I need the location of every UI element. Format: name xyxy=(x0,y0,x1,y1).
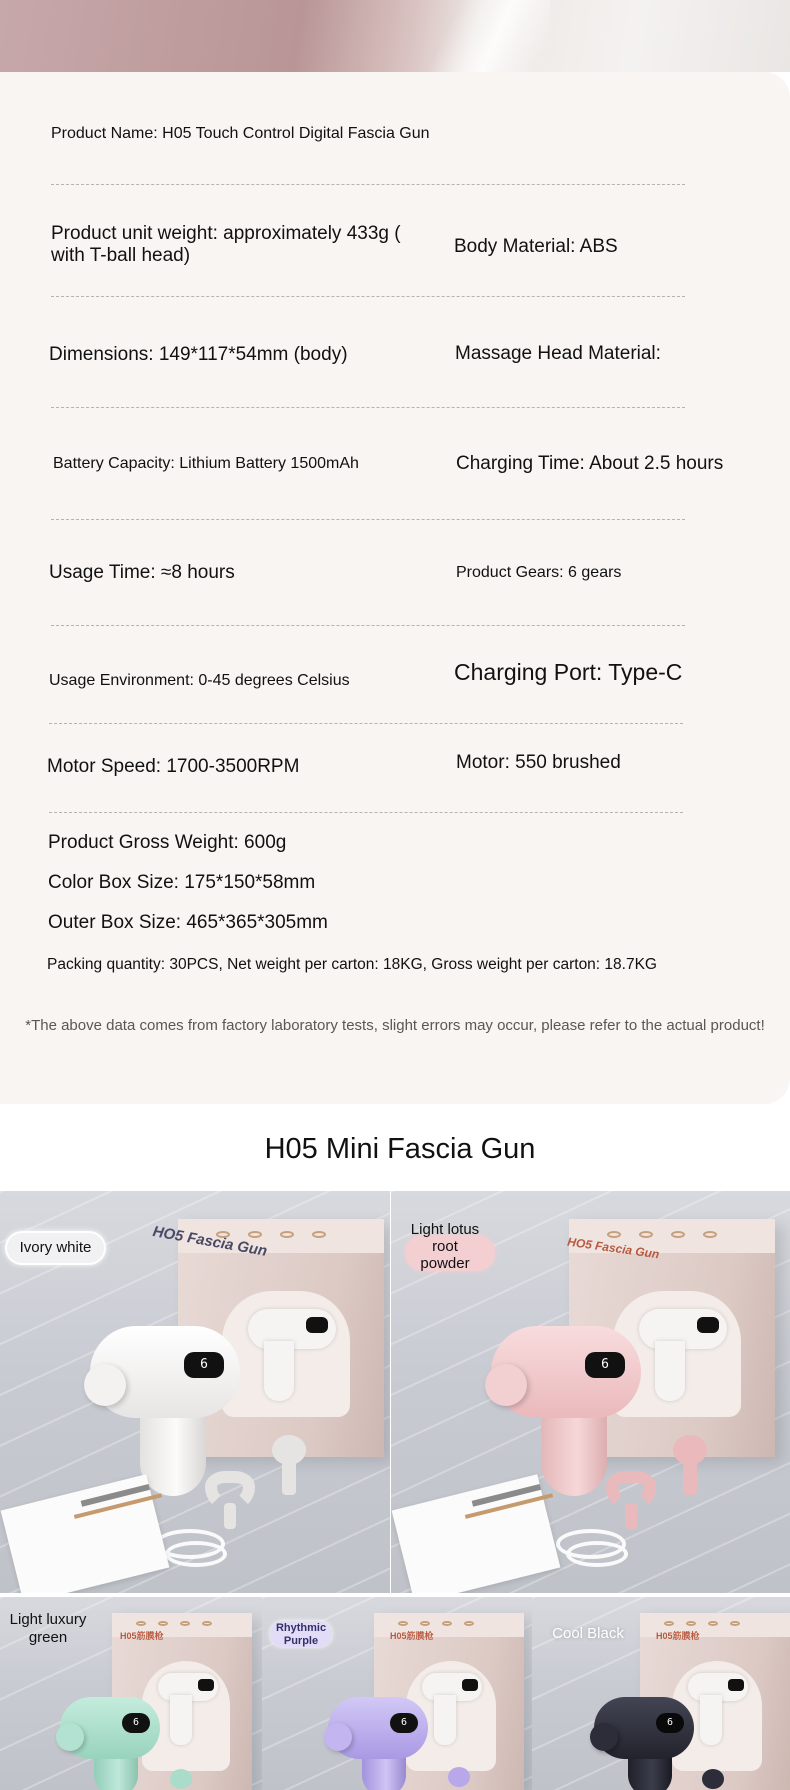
product-photo-rhythmic-purple xyxy=(262,1597,532,1790)
color-label-line: Light lotus xyxy=(410,1221,480,1238)
spec-outer-box-size: Outer Box Size: 465*365*305mm xyxy=(48,912,328,933)
fascia-gun xyxy=(594,1697,694,1790)
divider xyxy=(51,296,685,297)
box-brand-text: H05筋膜枪 xyxy=(120,1631,164,1641)
spec-motor-speed: Motor Speed: 1700-3500RPM xyxy=(47,756,300,777)
spec-unit-weight-line1: Product unit weight: approximately 433g ( xyxy=(51,223,401,244)
spec-motor: Motor: 550 brushed xyxy=(456,752,621,773)
color-label-line: Rhythmic xyxy=(275,1622,327,1634)
ball-head-attachment xyxy=(170,1769,192,1789)
hero-image-strip xyxy=(0,0,790,72)
divider xyxy=(49,812,683,813)
color-label-rhythmic-purple xyxy=(270,1622,332,1648)
spec-battery-capacity: Battery Capacity: Lithium Battery 1500mAh xyxy=(53,455,359,472)
divider xyxy=(51,625,685,626)
ball-head-attachment xyxy=(702,1769,724,1789)
section-title: H05 Mini Fascia Gun xyxy=(264,1133,536,1165)
color-label-line: Light luxury xyxy=(9,1611,87,1628)
spec-massage-head-material: Massage Head Material: xyxy=(455,343,661,364)
fabric-fold xyxy=(430,0,550,72)
color-label-lotus-pink xyxy=(395,1221,495,1272)
product-photo-luxury-green xyxy=(0,1597,262,1790)
color-label-cool-black: Cool Black xyxy=(552,1625,624,1642)
box-brand-text: H05筋膜枪 xyxy=(390,1631,434,1641)
divider xyxy=(49,723,683,724)
spec-gross-weight: Product Gross Weight: 600g xyxy=(48,832,287,853)
gear-display: 6 xyxy=(122,1713,150,1733)
spec-product-gears: Product Gears: 6 gears xyxy=(456,564,622,581)
spec-charging-port: Charging Port: Type-C xyxy=(454,659,683,685)
color-label-ivory-white: Ivory white xyxy=(5,1231,106,1265)
product-photo-cool-black xyxy=(532,1597,790,1790)
spec-color-box-size: Color Box Size: 175*150*58mm xyxy=(48,872,316,893)
spec-unit-weight-line2: with T-ball head) xyxy=(51,245,191,266)
spec-charging-time: Charging Time: About 2.5 hours xyxy=(456,453,724,474)
user-manual xyxy=(392,1474,561,1593)
ball-head-attachment xyxy=(448,1767,470,1787)
fascia-gun xyxy=(60,1697,160,1790)
color-label-line: green xyxy=(28,1629,68,1646)
color-label-line: Purple xyxy=(283,1635,319,1647)
box-brand-text: H05筋膜枪 xyxy=(656,1631,700,1641)
divider xyxy=(51,519,685,520)
box-brand-text: HO5 Fascia Gun xyxy=(566,1234,661,1262)
gear-display: 6 xyxy=(184,1352,224,1378)
color-label-luxury-green xyxy=(0,1611,96,1647)
spec-packing-quantity: Packing quantity: 30PCS, Net weight per carton: 18KG, Gross weight per carton: 18.7KG xyxy=(47,956,657,973)
fascia-gun xyxy=(328,1697,428,1790)
gear-display: 6 xyxy=(585,1352,625,1378)
box-brand-text: HO5 Fascia Gun xyxy=(151,1223,269,1260)
spec-dimensions: Dimensions: 149*117*54mm (body) xyxy=(49,344,348,365)
spec-body-material: Body Material: ABS xyxy=(454,236,618,257)
gear-display: 6 xyxy=(656,1713,684,1733)
divider xyxy=(51,184,685,185)
product-photo-lotus-pink xyxy=(391,1191,790,1593)
color-label-line: powder xyxy=(420,1255,470,1272)
box-window-gun-image xyxy=(222,1291,350,1417)
color-label-line: root xyxy=(432,1238,458,1255)
gear-display: 6 xyxy=(390,1713,418,1733)
product-photo-ivory-white xyxy=(0,1191,390,1593)
divider xyxy=(51,407,685,408)
spec-usage-time: Usage Time: ≈8 hours xyxy=(49,562,235,583)
disclaimer-note: *The above data comes from factory laboratory tests, slight errors may occur, please refer to the actual product! xyxy=(25,1017,765,1034)
spec-usage-environment: Usage Environment: 0-45 degrees Celsius xyxy=(49,672,350,689)
user-manual xyxy=(1,1474,170,1593)
spec-product-name: Product Name: H05 Touch Control Digital Fascia Gun xyxy=(51,125,430,142)
